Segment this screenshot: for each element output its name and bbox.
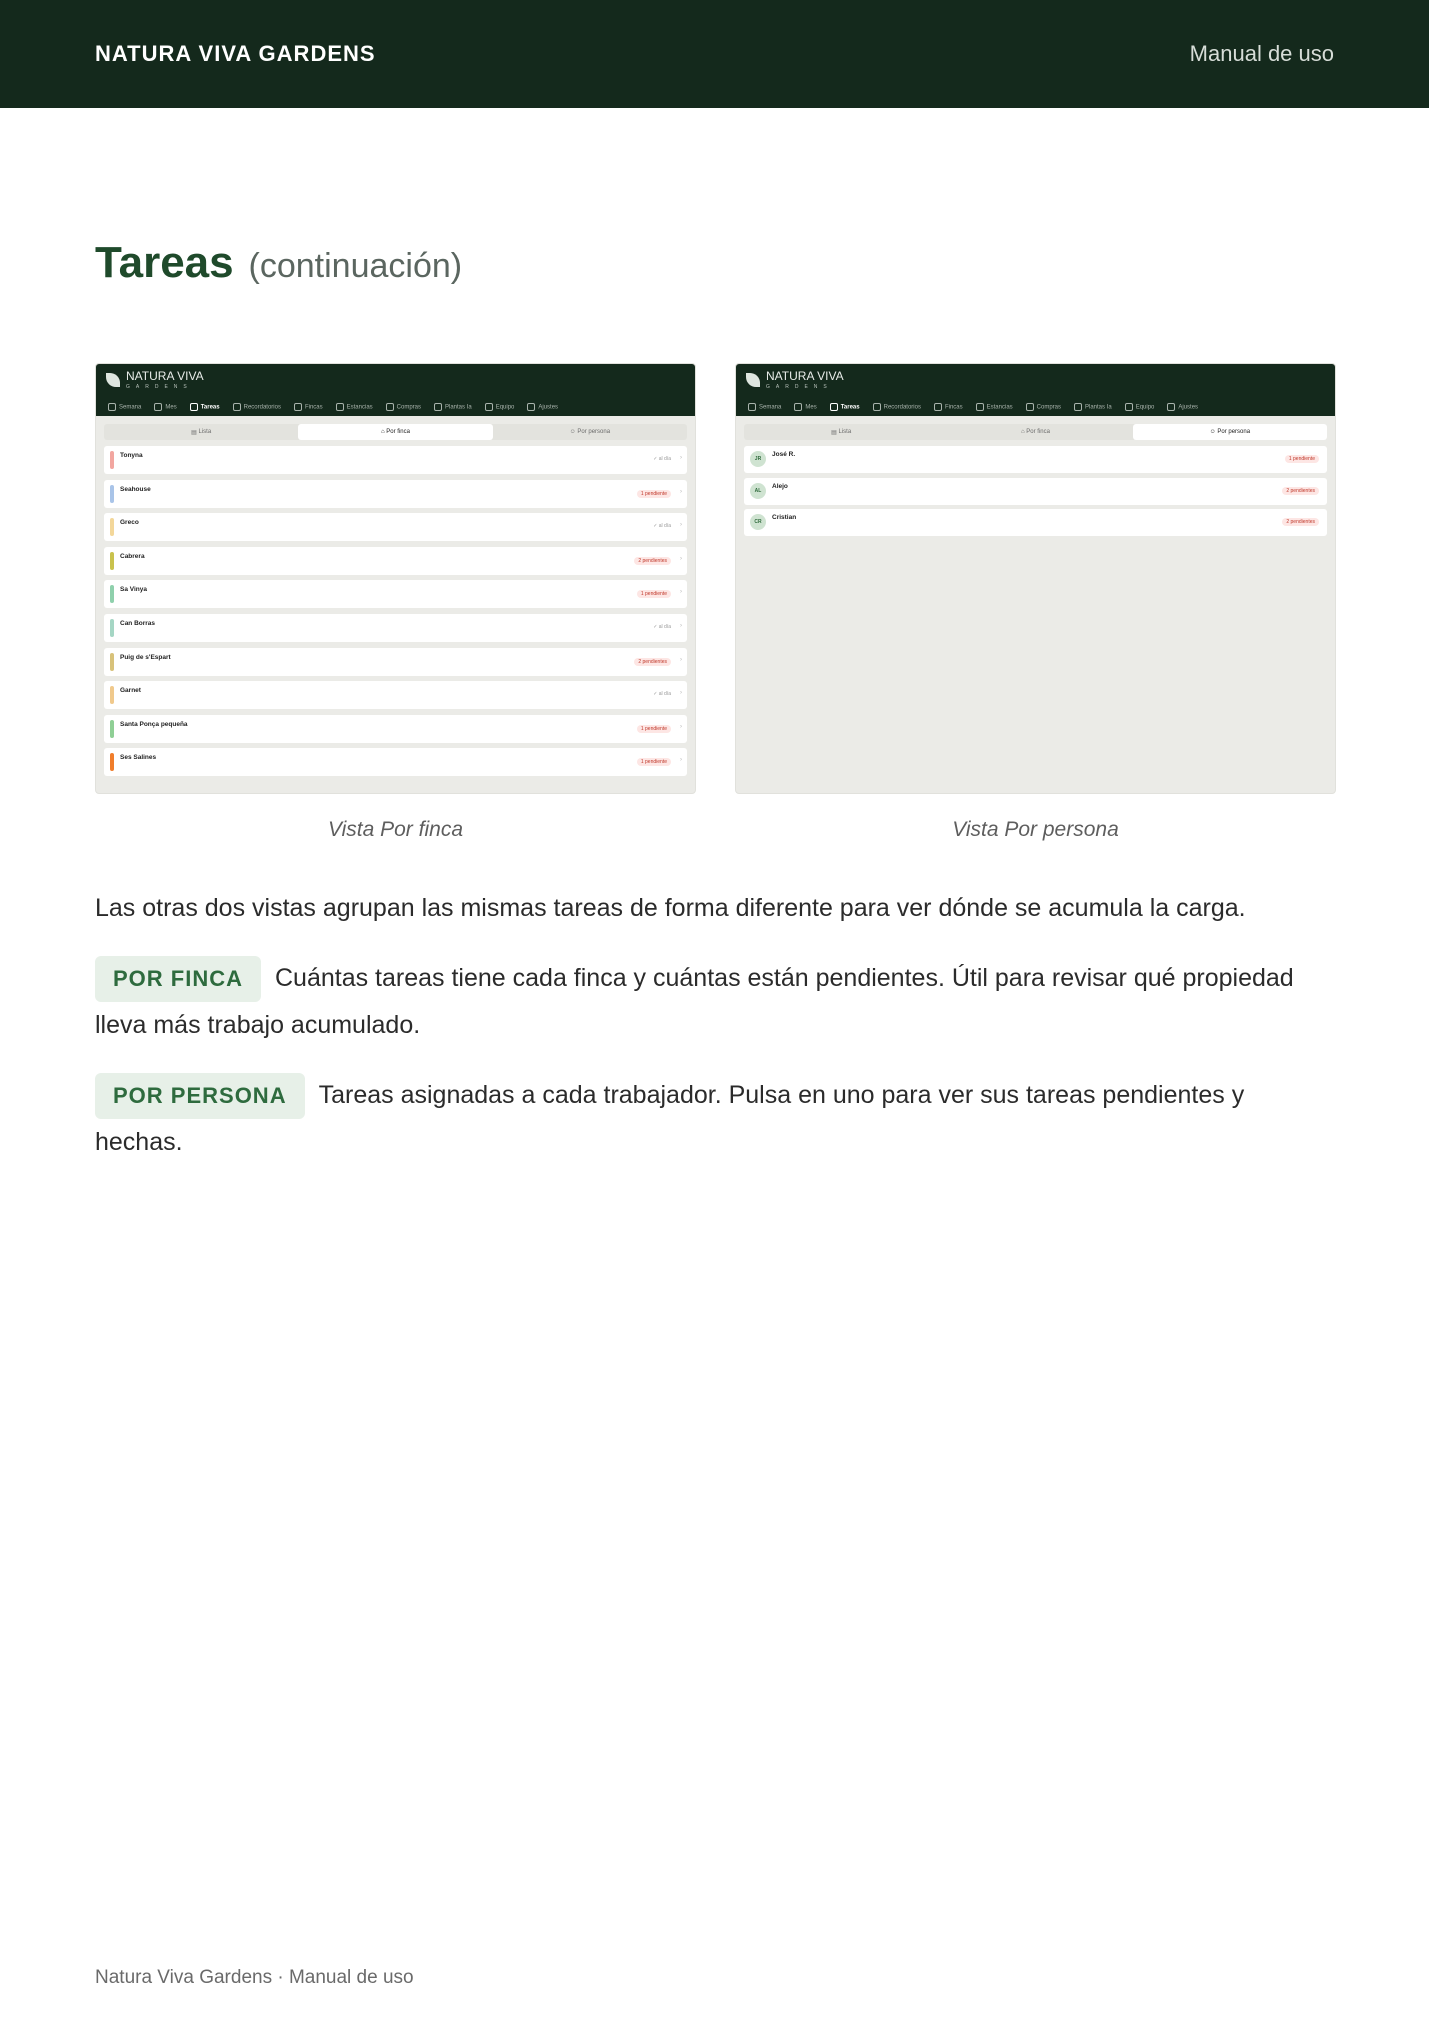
user-icon: ☺ — [1209, 429, 1218, 435]
finca-name: Cabrera — [120, 552, 145, 560]
nav-label: Compras — [1036, 404, 1061, 411]
home-icon: ⌂ — [1021, 429, 1027, 435]
nav-item-estancias[interactable] — [336, 403, 373, 411]
app-logo-text: NATURA VIVA — [766, 369, 844, 383]
leaf-icon — [106, 373, 120, 387]
nav-item-semana[interactable] — [748, 403, 781, 411]
caption-por-persona: Vista Por persona — [952, 818, 1119, 841]
chevron-right-icon: › — [680, 522, 682, 529]
nav-item-mes[interactable] — [794, 403, 816, 411]
up-to-date-status: ✓ al día — [653, 691, 671, 698]
finca-name: Garnet — [120, 687, 141, 695]
gear-icon — [527, 403, 535, 411]
nav-label: Estancias — [346, 404, 373, 411]
finca-row[interactable] — [104, 715, 687, 743]
nav-label: Equipo — [495, 404, 515, 411]
pending-badge: 2 pendientes — [634, 557, 671, 565]
nav-label: Compras — [396, 404, 421, 411]
tab-por-persona[interactable] — [1133, 424, 1327, 440]
nav-label: Fincas — [944, 404, 963, 411]
finca-color-bar — [110, 686, 114, 704]
app-header — [96, 364, 695, 416]
bell-icon — [233, 403, 241, 411]
home-icon — [934, 403, 942, 411]
nav-label: Recordatorios — [243, 404, 281, 411]
finca-color-bar — [110, 653, 114, 671]
intro-paragraph: Las otras dos vistas agrupan las mismas tareas de forma diferente para ver dónde se acumula la carga. — [95, 894, 1246, 922]
tab-por-finca[interactable] — [298, 424, 492, 440]
finca-color-bar — [110, 753, 114, 771]
tab-label: Lista — [838, 429, 852, 435]
finca-name: Ses Salines — [120, 754, 157, 762]
pending-badge: 2 pendientes — [634, 658, 671, 666]
up-to-date-status: ✓ al día — [653, 523, 671, 530]
finca-row[interactable] — [104, 681, 687, 709]
calendar-icon — [748, 403, 756, 411]
app-logo-text: NATURA VIVA — [126, 369, 204, 383]
chevron-right-icon: › — [680, 656, 682, 663]
nav-label: Plantas Ia — [445, 404, 472, 411]
nav-item-semana[interactable] — [108, 403, 141, 411]
nav-item-compras[interactable] — [386, 403, 421, 411]
list-icon: ▤ — [831, 429, 839, 436]
nav-item-compras[interactable] — [1026, 403, 1061, 411]
finca-color-bar — [110, 518, 114, 536]
tab-label: Lista — [198, 429, 212, 435]
finca-color-bar — [110, 451, 114, 469]
tab-label: Por finca — [386, 429, 410, 435]
nav-label: Equipo — [1135, 404, 1155, 411]
nav-label: Mes — [165, 404, 177, 411]
page-footer: Natura Viva Gardens · Manual de uso — [95, 1967, 414, 1988]
tab-label: Por finca — [1026, 429, 1050, 435]
caption-por-finca: Vista Por finca — [327, 818, 463, 841]
nav-item-fincas[interactable] — [294, 403, 323, 411]
page-title-sub: (continuación) — [248, 247, 463, 285]
nav-label: Fincas — [304, 404, 323, 411]
home-icon — [294, 403, 302, 411]
por-finca-tag: POR FINCA — [95, 956, 261, 1002]
cart-icon — [1026, 403, 1034, 411]
finca-name: Can Borras — [120, 619, 156, 627]
nav-item-tareas[interactable] — [190, 403, 220, 411]
calendar-icon — [108, 403, 116, 411]
pending-badge: 2 pendientes — [1282, 518, 1319, 526]
gear-icon — [1167, 403, 1175, 411]
app-logo — [106, 370, 204, 390]
view-tabs — [104, 424, 687, 440]
finca-name: Santa Ponça pequeña — [120, 720, 188, 728]
bed-icon — [336, 403, 344, 411]
check-circle-icon — [830, 403, 838, 411]
persona-name: Cristian — [772, 514, 797, 521]
nav-label: Mes — [805, 404, 817, 411]
finca-name: Tonyna — [120, 452, 143, 459]
app-nav — [748, 403, 1198, 411]
nav-item-estancias[interactable] — [976, 403, 1013, 411]
nav-label: Estancias — [986, 404, 1013, 411]
finca-row[interactable] — [104, 580, 687, 608]
page-title — [95, 238, 462, 288]
finca-name: Puig de s'Espart — [120, 653, 171, 661]
finca-list — [96, 446, 695, 776]
chevron-right-icon: › — [680, 488, 682, 495]
nav-item-recordatorios[interactable] — [873, 403, 921, 411]
chevron-right-icon: › — [680, 589, 682, 596]
nav-item-recordatorios[interactable] — [233, 403, 281, 411]
chevron-right-icon: › — [680, 555, 682, 562]
pending-badge: 2 pendientes — [1282, 487, 1319, 495]
nav-item-mes[interactable] — [154, 403, 176, 411]
app-header — [736, 364, 1335, 416]
users-icon — [1125, 403, 1133, 411]
persona-row[interactable] — [744, 509, 1327, 536]
nav-label: Semana — [119, 404, 142, 411]
pending-badge: 1 pendiente — [637, 490, 671, 498]
tab-por-finca[interactable] — [938, 424, 1132, 440]
por-finca-text: Cuántas tareas tiene cada finca y cuántas están pendientes. Útil para revisar qué propiedad lleva más trabajo acumulado. — [95, 964, 1294, 1039]
plant-icon — [434, 403, 442, 411]
app-nav — [108, 403, 558, 411]
por-persona-paragraph — [95, 1072, 1335, 1165]
finca-row[interactable] — [104, 547, 687, 575]
screenshot-por-finca — [95, 363, 696, 794]
nav-label: Ajustes — [538, 404, 559, 411]
nav-item-equipo[interactable] — [485, 403, 515, 411]
finca-name: Greco — [120, 519, 139, 527]
finca-row[interactable] — [104, 748, 687, 776]
finca-row[interactable] — [104, 446, 687, 474]
check-circle-icon — [190, 403, 198, 411]
pending-badge: 1 pendiente — [637, 590, 671, 598]
nav-item-equipo[interactable] — [1125, 403, 1155, 411]
nav-label: Tareas — [840, 404, 860, 411]
calendar-icon — [794, 403, 802, 411]
por-finca-paragraph — [95, 955, 1335, 1048]
cart-icon — [386, 403, 394, 411]
up-to-date-status: ✓ al día — [653, 456, 671, 462]
persona-row[interactable] — [744, 446, 1327, 473]
nav-label: Plantas Ia — [1085, 404, 1112, 411]
finca-color-bar — [110, 585, 114, 603]
tab-label: Por persona — [1217, 429, 1251, 435]
finca-color-bar — [110, 552, 114, 570]
home-icon: ⌂ — [381, 429, 387, 435]
avatar: JR — [750, 451, 766, 467]
nav-item-plantas-ia[interactable] — [1074, 403, 1112, 411]
finca-row[interactable] — [104, 513, 687, 541]
finca-row[interactable] — [104, 480, 687, 508]
app-logo-sub: GARDENS — [126, 384, 193, 390]
top-bar — [0, 0, 1429, 108]
tab-lista[interactable] — [744, 424, 938, 440]
bell-icon — [873, 403, 881, 411]
avatar: AL — [750, 483, 766, 499]
pending-badge: 1 pendiente — [637, 758, 671, 766]
user-icon: ☺ — [569, 429, 578, 435]
view-tabs — [744, 424, 1327, 440]
pending-badge: 1 pendiente — [637, 725, 671, 733]
tab-label: Por persona — [577, 429, 611, 435]
nav-label: Semana — [759, 404, 782, 411]
nav-label: Ajustes — [1178, 404, 1199, 411]
finca-color-bar — [110, 619, 114, 637]
chevron-right-icon: › — [680, 757, 682, 764]
app-logo — [746, 370, 844, 390]
persona-name: Alejo — [772, 482, 788, 490]
chevron-right-icon: › — [680, 455, 682, 461]
finca-row[interactable] — [104, 648, 687, 676]
persona-name: José R. — [772, 451, 796, 458]
persona-row[interactable] — [744, 478, 1327, 505]
brand-name: NATURA VIVA GARDENS — [95, 41, 376, 66]
chevron-right-icon: › — [680, 622, 682, 629]
tab-por-persona[interactable] — [493, 424, 687, 440]
page-title-main: Tareas — [95, 238, 234, 287]
finca-name: Seahouse — [120, 485, 151, 493]
finca-row[interactable] — [104, 614, 687, 642]
chevron-right-icon: › — [680, 690, 682, 697]
document-label: Manual de uso — [1189, 41, 1334, 66]
bed-icon — [976, 403, 984, 411]
pending-badge: 1 pendiente — [1285, 455, 1319, 463]
finca-name: Sa Vinya — [120, 586, 147, 594]
nav-item-ajustes[interactable] — [1167, 403, 1198, 411]
nav-item-tareas[interactable] — [830, 403, 860, 411]
leaf-icon — [746, 373, 760, 387]
nav-label: Recordatorios — [883, 404, 921, 411]
list-icon: ▤ — [191, 429, 199, 436]
avatar: CR — [750, 514, 766, 530]
persona-list — [736, 446, 1335, 536]
calendar-icon — [154, 403, 162, 411]
up-to-date-status: ✓ al día — [653, 623, 671, 630]
app-logo-sub: GARDENS — [766, 384, 833, 390]
finca-color-bar — [110, 485, 114, 503]
por-persona-text: Tareas asignadas a cada trabajador. Pulsa en uno para ver sus tareas pendientes y hechas. — [95, 1081, 1245, 1156]
tab-lista[interactable] — [104, 424, 298, 440]
nav-item-plantas-ia[interactable] — [434, 403, 472, 411]
users-icon — [485, 403, 493, 411]
chevron-right-icon: › — [680, 723, 682, 730]
plant-icon — [1074, 403, 1082, 411]
por-persona-tag: POR PERSONA — [95, 1073, 305, 1119]
finca-color-bar — [110, 720, 114, 738]
nav-item-ajustes[interactable] — [527, 403, 558, 411]
screenshot-por-persona — [735, 363, 1336, 794]
nav-item-fincas[interactable] — [934, 403, 963, 411]
nav-label: Tareas — [200, 404, 220, 411]
